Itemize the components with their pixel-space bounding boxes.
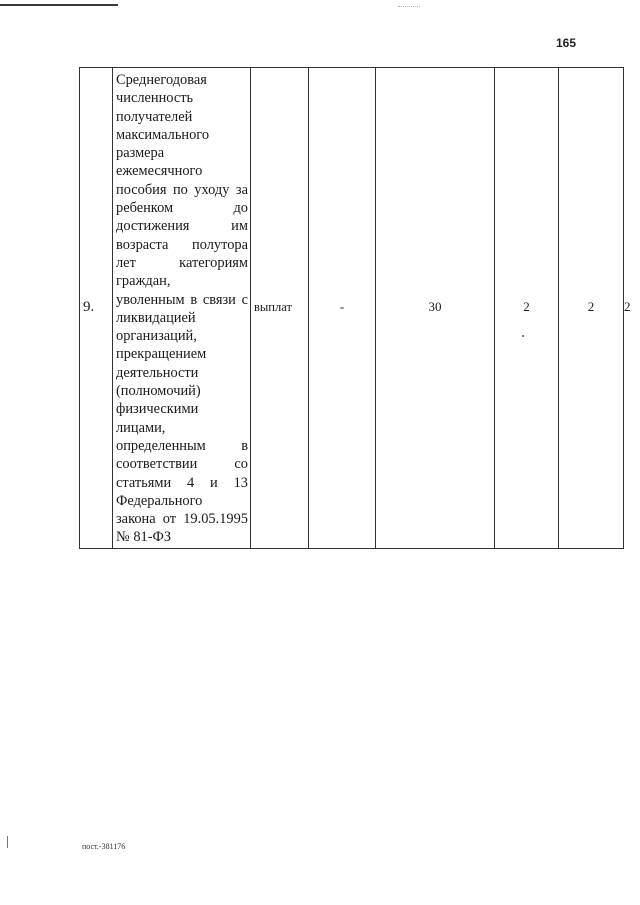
document-code: пост.-381176 bbox=[82, 842, 126, 851]
value-cell-2 bbox=[376, 68, 495, 549]
value-4: 2 bbox=[587, 299, 595, 315]
value-cell-4 bbox=[559, 68, 624, 549]
value-1: - bbox=[339, 299, 345, 315]
indicator-name-line: Среднегодовая bbox=[116, 72, 207, 88]
indicator-name-line: определенным в bbox=[116, 437, 248, 454]
indicator-name-line: возраста полутора bbox=[116, 236, 248, 253]
scan-speck bbox=[522, 335, 524, 337]
indicator-name-line: максимального bbox=[116, 126, 210, 143]
value-2: 30 bbox=[428, 299, 442, 315]
table-row bbox=[80, 68, 624, 549]
page-number: 165 bbox=[556, 36, 577, 50]
indicator-name-line: достижения им bbox=[116, 218, 248, 235]
indicator-name-line: уволенным в связи с bbox=[116, 291, 248, 308]
indicator-name-cell bbox=[113, 68, 251, 549]
row-number-cell bbox=[80, 68, 113, 549]
unit-label: выплат bbox=[254, 300, 292, 315]
indicator-name-line: физическими bbox=[116, 401, 199, 418]
indicator-name-line: численность bbox=[116, 90, 194, 107]
indicator-name bbox=[113, 68, 250, 548]
indicator-name-line: (полномочий) bbox=[116, 383, 201, 400]
indicator-name-line: организаций, bbox=[116, 328, 197, 345]
indicator-name-line: прекращением bbox=[116, 346, 207, 363]
indicator-name-line: лицами, bbox=[116, 419, 166, 436]
indicator-name-line: ликвидацией bbox=[116, 309, 196, 326]
row-number: 9. bbox=[83, 299, 95, 316]
indicator-name-line: размера bbox=[116, 145, 165, 162]
indicator-name-line: ребенком до bbox=[116, 200, 248, 217]
indicator-name-line: № 81-ФЗ bbox=[116, 529, 172, 546]
indicator-name-line: Федерального bbox=[116, 492, 203, 509]
indicator-name-line: лет категориям bbox=[116, 254, 248, 271]
indicator-name-line: деятельности bbox=[116, 364, 199, 381]
data-table bbox=[79, 67, 631, 549]
margin-mark bbox=[7, 836, 8, 848]
value-5: 2 bbox=[624, 299, 631, 315]
indicator-name-line: граждан, bbox=[116, 273, 171, 290]
unit-cell bbox=[251, 68, 309, 549]
value-cell-3 bbox=[495, 68, 559, 549]
indicator-name-line: закона от 19.05.1995 bbox=[116, 511, 248, 528]
indicator-name-line: соответствии со bbox=[116, 456, 248, 473]
value-3: 2 bbox=[523, 299, 530, 315]
value-cell-1 bbox=[309, 68, 376, 549]
top-edge-rule bbox=[0, 4, 118, 6]
indicator-name-line: ежемесячного bbox=[116, 163, 203, 180]
indicator-name-line: получателей bbox=[116, 108, 193, 125]
indicator-name-line: пособия по уходу за bbox=[116, 181, 248, 198]
scan-artifact bbox=[398, 6, 420, 8]
indicator-name-line: статьями 4 и 13 bbox=[116, 474, 248, 491]
